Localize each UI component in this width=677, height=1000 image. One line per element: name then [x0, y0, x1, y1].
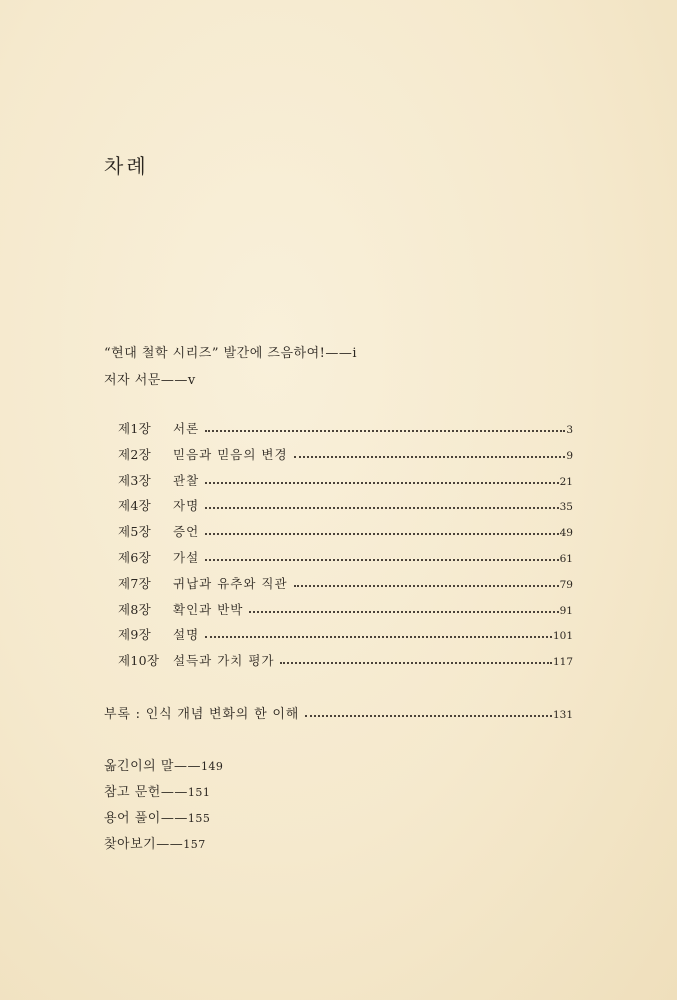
dot-leader: [294, 573, 559, 587]
chapter-number: 제6장: [118, 549, 152, 565]
chapter-title: 믿음과 믿음의 변경: [173, 446, 288, 462]
chapter-title: 설명: [173, 627, 200, 643]
chapter-page: 3: [566, 424, 573, 436]
appendix-row: [104, 703, 573, 729]
em-dash: ——: [173, 759, 201, 774]
front-matter-author-preface: 저자 서문——v: [104, 373, 196, 388]
dot-leader: [205, 470, 558, 484]
chapter-title: 증언: [173, 524, 200, 540]
chapter-number: 제10장: [118, 653, 160, 669]
chapter-list: [118, 419, 573, 677]
chapter-row: [118, 419, 573, 445]
chapter-title: 귀납과 유추와 직관: [173, 575, 288, 591]
chapter-row: [118, 522, 573, 548]
chapter-title: 가설: [173, 549, 200, 565]
dot-leader: [205, 547, 558, 561]
chapter-number: 제5장: [118, 524, 152, 540]
em-dash: ——: [160, 785, 188, 800]
chapter-page: 91: [559, 604, 573, 617]
dot-leader: [205, 624, 552, 638]
chapter-number: 제2장: [118, 446, 152, 462]
appendix-page: 131: [552, 709, 573, 721]
back-matter-label: 참고 문헌: [104, 785, 161, 800]
chapter-row: [118, 496, 573, 522]
dot-leader: [205, 521, 558, 535]
back-matter-page: 157: [183, 838, 206, 851]
chapter-number: 제9장: [118, 627, 152, 643]
chapter-row: [118, 471, 573, 497]
chapter-page: 117: [552, 656, 573, 669]
back-matter-label: 옮긴이의 말: [104, 759, 174, 774]
dot-leader: [294, 444, 566, 458]
chapter-page: 61: [559, 552, 573, 565]
chapter-number: 제4장: [118, 498, 152, 514]
chapter-row: [118, 625, 573, 651]
back-matter-list: [104, 755, 223, 859]
chapter-row: [118, 600, 573, 626]
dot-leader: [205, 495, 558, 509]
chapter-number: 제8장: [118, 601, 152, 617]
em-dash: ——: [160, 811, 188, 826]
chapter-page: 21: [559, 475, 573, 488]
chapter-title: 확인과 반박: [173, 601, 244, 617]
back-matter-item: [104, 807, 223, 833]
dot-leader: [249, 599, 558, 613]
chapter-page: 79: [559, 578, 573, 591]
chapter-title: 관찰: [173, 472, 200, 488]
chapter-number: 제7장: [118, 575, 152, 591]
back-matter-page: 151: [187, 786, 211, 799]
chapter-title: 서론: [173, 421, 200, 436]
back-matter-page: 149: [200, 760, 224, 773]
chapter-row: [118, 651, 573, 677]
chapter-number: 제3장: [118, 472, 152, 488]
dot-leader: [205, 418, 565, 432]
dot-leader: [305, 703, 552, 717]
back-matter-item: [104, 833, 223, 859]
chapter-number: 제1장: [118, 421, 152, 436]
appendix-title: 부록 : 인식 개념 변화의 한 이해: [104, 707, 300, 722]
back-matter-page: 155: [187, 812, 211, 825]
chapter-row: [118, 574, 573, 600]
page-title: 차례: [104, 154, 149, 178]
chapter-page: 35: [559, 501, 573, 514]
em-dash: ——: [156, 837, 184, 852]
back-matter-label: 찾아보기: [104, 837, 157, 852]
back-matter-label: 용어 풀이: [104, 811, 161, 826]
chapter-title: 자명: [173, 498, 200, 514]
chapter-page: 9: [566, 449, 573, 462]
chapter-page: 101: [552, 630, 573, 643]
chapter-row: [118, 548, 573, 574]
chapter-page: 49: [559, 527, 573, 540]
front-matter-preface-series: “현대 철학 시리즈” 발간에 즈음하여!——i: [104, 346, 358, 361]
chapter-title: 설득과 가치 평가: [173, 653, 275, 669]
dot-leader: [280, 650, 551, 664]
back-matter-item: [104, 781, 223, 807]
back-matter-item: [104, 755, 223, 781]
chapter-row: [118, 445, 573, 471]
